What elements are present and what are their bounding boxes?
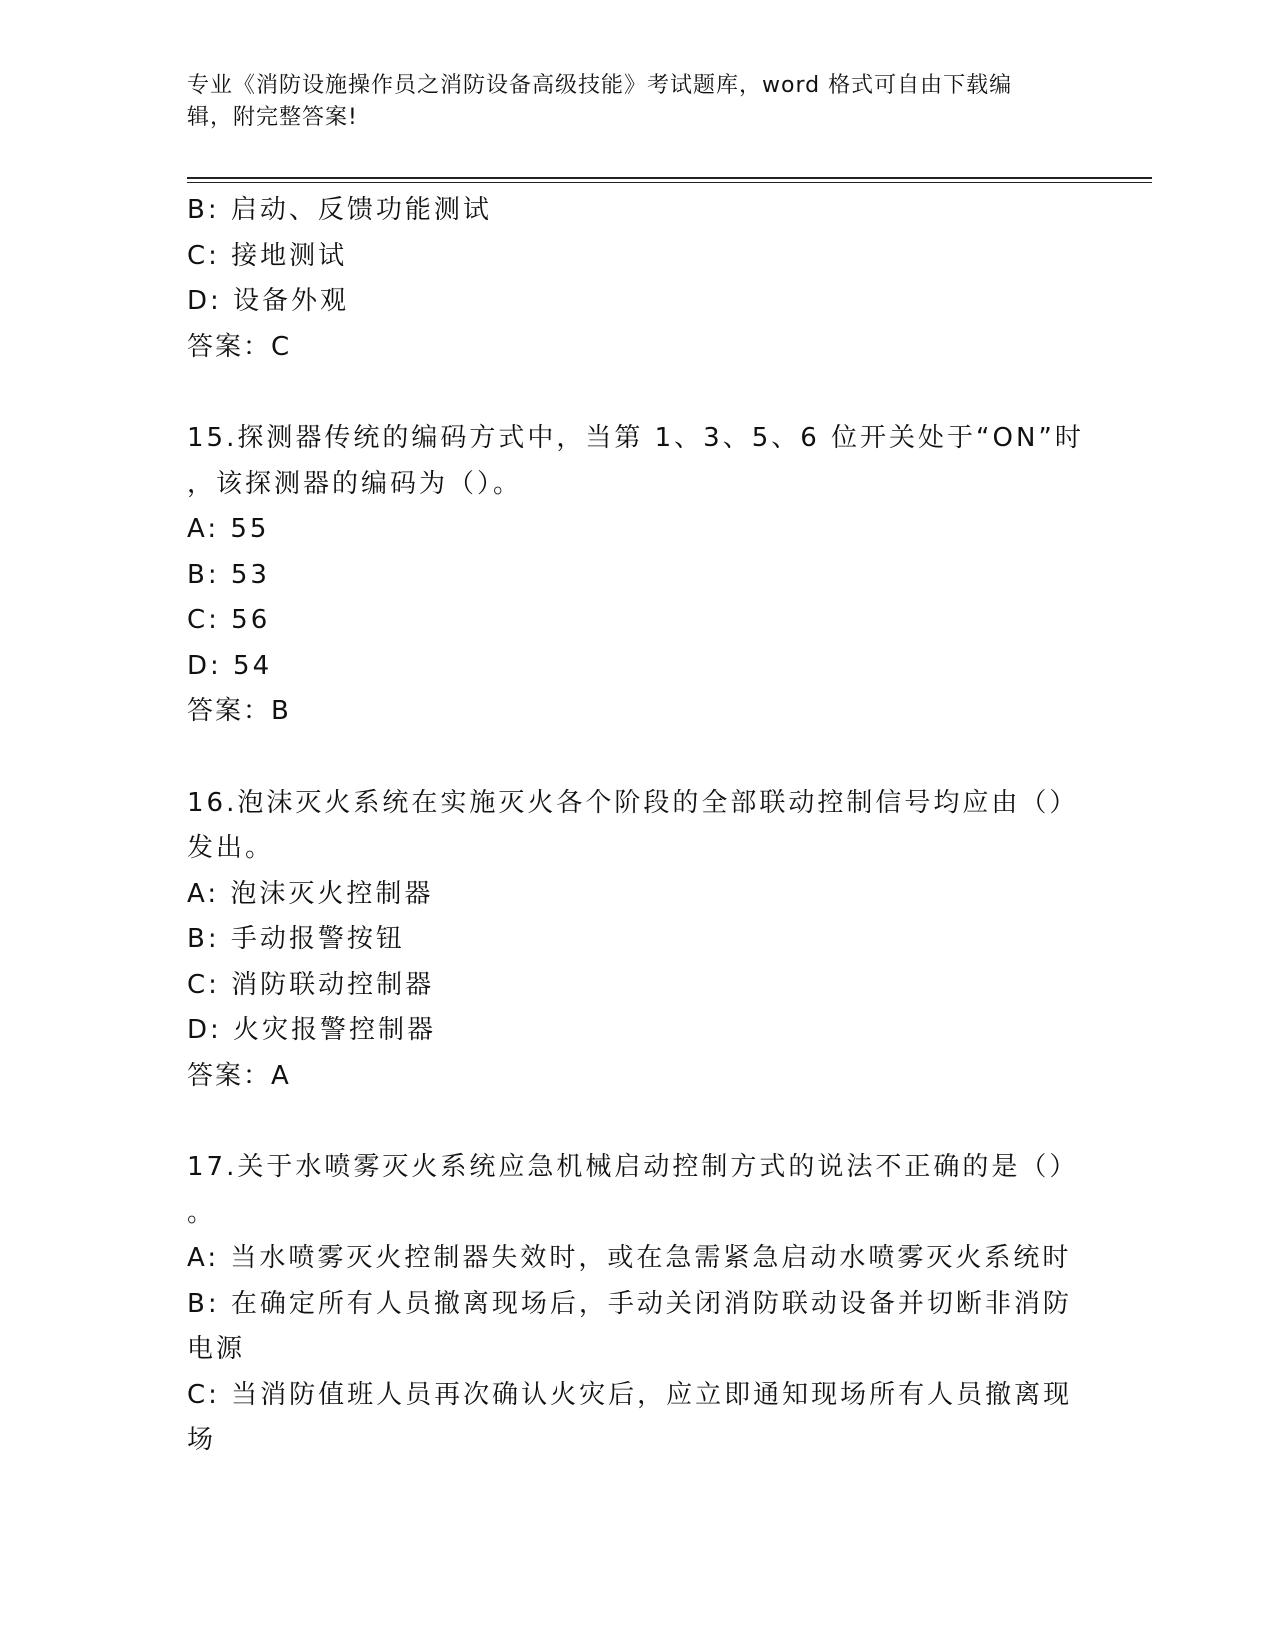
- option-b: B: 53: [187, 559, 270, 590]
- question-text-line: 17.关于水喷雾灭火系统应急机械启动控制方式的说法不正确的是（）: [187, 1152, 1079, 1182]
- answer-line: 答案：B: [187, 696, 291, 726]
- option-c: C: 接地测试: [187, 240, 348, 271]
- option-a: A: 泡沫灭火控制器: [187, 878, 434, 909]
- spacer: [187, 1099, 1077, 1145]
- header-line-1: 专业《消防设施操作员之消防设备高级技能》考试题库，word 格式可自由下载编: [187, 73, 1013, 98]
- option-d: D: 设备外观: [187, 286, 350, 316]
- option-d: D: 火灾报警控制器: [187, 1015, 437, 1045]
- prev-question-block: [187, 188, 1077, 370]
- question-16-block: [187, 781, 1077, 1100]
- question-15-block: [187, 416, 1084, 735]
- document-header: [187, 70, 1077, 134]
- header-divider-thick: [187, 177, 1152, 179]
- answer-line: 答案：C: [187, 331, 292, 362]
- question-text-line: 15.探测器传统的编码方式中，当第 1、3、5、6 位开关处于“ON”时: [187, 423, 1084, 453]
- option-b: B: 在确定所有人员撤离现场后，手动关闭消防联动设备并切断非消防: [187, 1288, 1072, 1319]
- option-b-continued: 电源: [187, 1334, 246, 1364]
- option-c-continued: 场: [187, 1425, 217, 1455]
- option-c: C: 56: [187, 605, 271, 635]
- option-c: C: 当消防值班人员再次确认火灾后，应立即通知现场所有人员撤离现: [187, 1379, 1073, 1410]
- header-line-2: 辑，附完整答案!: [187, 105, 358, 130]
- option-d: D: 54: [187, 650, 273, 681]
- option-c: C: 消防联动控制器: [187, 969, 435, 1000]
- question-text-line: 。: [187, 1197, 217, 1228]
- option-a: A: 55: [187, 514, 270, 544]
- question-text-line: 发出。: [187, 833, 275, 863]
- spacer: [187, 370, 1077, 416]
- header-divider-thin: [187, 182, 1152, 183]
- question-text-line: 16.泡沫灭火系统在实施灭火各个阶段的全部联动控制信号均应由（）: [187, 787, 1079, 818]
- option-b: B: 启动、反馈功能测试: [187, 195, 492, 225]
- question-content: [187, 188, 1084, 1464]
- option-a: A: 当水喷雾灭火控制器失效时，或在急需紧急启动水喷雾灭火系统时: [187, 1243, 1072, 1273]
- question-text-line: ，该探测器的编码为（）。: [187, 468, 523, 499]
- option-b: B: 手动报警按钮: [187, 924, 405, 954]
- spacer: [187, 735, 1077, 781]
- question-17-block: [187, 1145, 1077, 1464]
- answer-line: 答案：A: [187, 1060, 291, 1091]
